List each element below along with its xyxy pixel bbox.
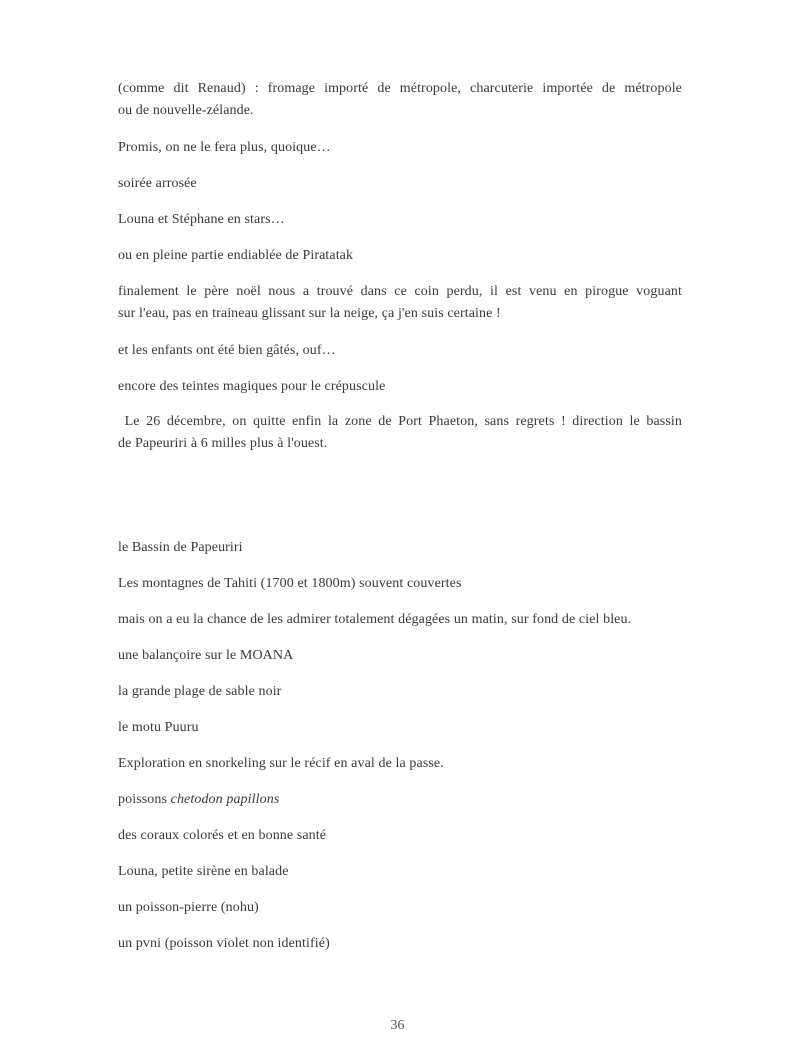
paragraph-5: ou en pleine partie endiablée de Piratatak	[118, 248, 354, 263]
paragraph-16: Exploration en snorkeling sur le récif en aval de la passe.	[118, 756, 444, 771]
paragraph-1-line-2: ou de nouvelle-zélande.	[118, 103, 254, 118]
paragraph-3: soirée arrosée	[118, 176, 197, 191]
paragraph-13: une balançoire sur le MOANA	[118, 648, 294, 663]
paragraph-4: Louna et Stéphane en stars…	[118, 212, 285, 227]
paragraph-17-text: poissons	[118, 792, 171, 807]
paragraph-7: et les enfants ont été bien gâtés, ouf…	[118, 343, 336, 358]
paragraph-19: Louna, petite sirène en balade	[118, 864, 289, 879]
paragraph-1-line-1: (comme dit Renaud) : fromage importé de métropole, charcuterie importée de métropole	[118, 81, 682, 96]
paragraph-11: Les montagnes de Tahiti (1700 et 1800m) souvent couvertes	[118, 576, 462, 591]
paragraph-15: le motu Puuru	[118, 720, 199, 735]
page-number: 36	[390, 1018, 405, 1033]
paragraph-9	[118, 411, 682, 455]
paragraph-6-line-1: finalement le père noël nous a trouvé dans ce coin perdu, il est venu en pirogue voguant	[118, 284, 682, 299]
paragraph-9-line-1: Le 26 décembre, on quitte enfin la zone de Port Phaeton, sans regrets ! direction le bassin	[118, 414, 682, 429]
paragraph-17-italic: chetodon papillons	[170, 792, 280, 807]
paragraph-14: la grande plage de sable noir	[118, 684, 282, 699]
paragraph-21: un pvni (poisson violet non identifié)	[118, 936, 330, 951]
paragraph-8: encore des teintes magiques pour le crépuscule	[118, 379, 386, 394]
paragraph-6-line-2: sur l'eau, pas en traineau glissant sur la neige, ça j'en suis certaine !	[118, 306, 501, 321]
paragraph-9-line-2: de Papeuriri à 6 milles plus à l'ouest.	[118, 436, 328, 451]
paragraph-20: un poisson-pierre (nohu)	[118, 900, 259, 915]
paragraph-18: des coraux colorés et en bonne santé	[118, 828, 327, 843]
paragraph-6	[118, 281, 682, 325]
paragraph-2: Promis, on ne le fera plus, quoique…	[118, 140, 331, 155]
section-heading-bassin: le Bassin de Papeuriri	[118, 540, 243, 555]
paragraph-12: mais on a eu la chance de les admirer totalement dégagées un matin, sur fond de ciel bleu.	[118, 612, 632, 627]
paragraph-1	[118, 78, 682, 122]
paragraph-17	[118, 789, 682, 811]
